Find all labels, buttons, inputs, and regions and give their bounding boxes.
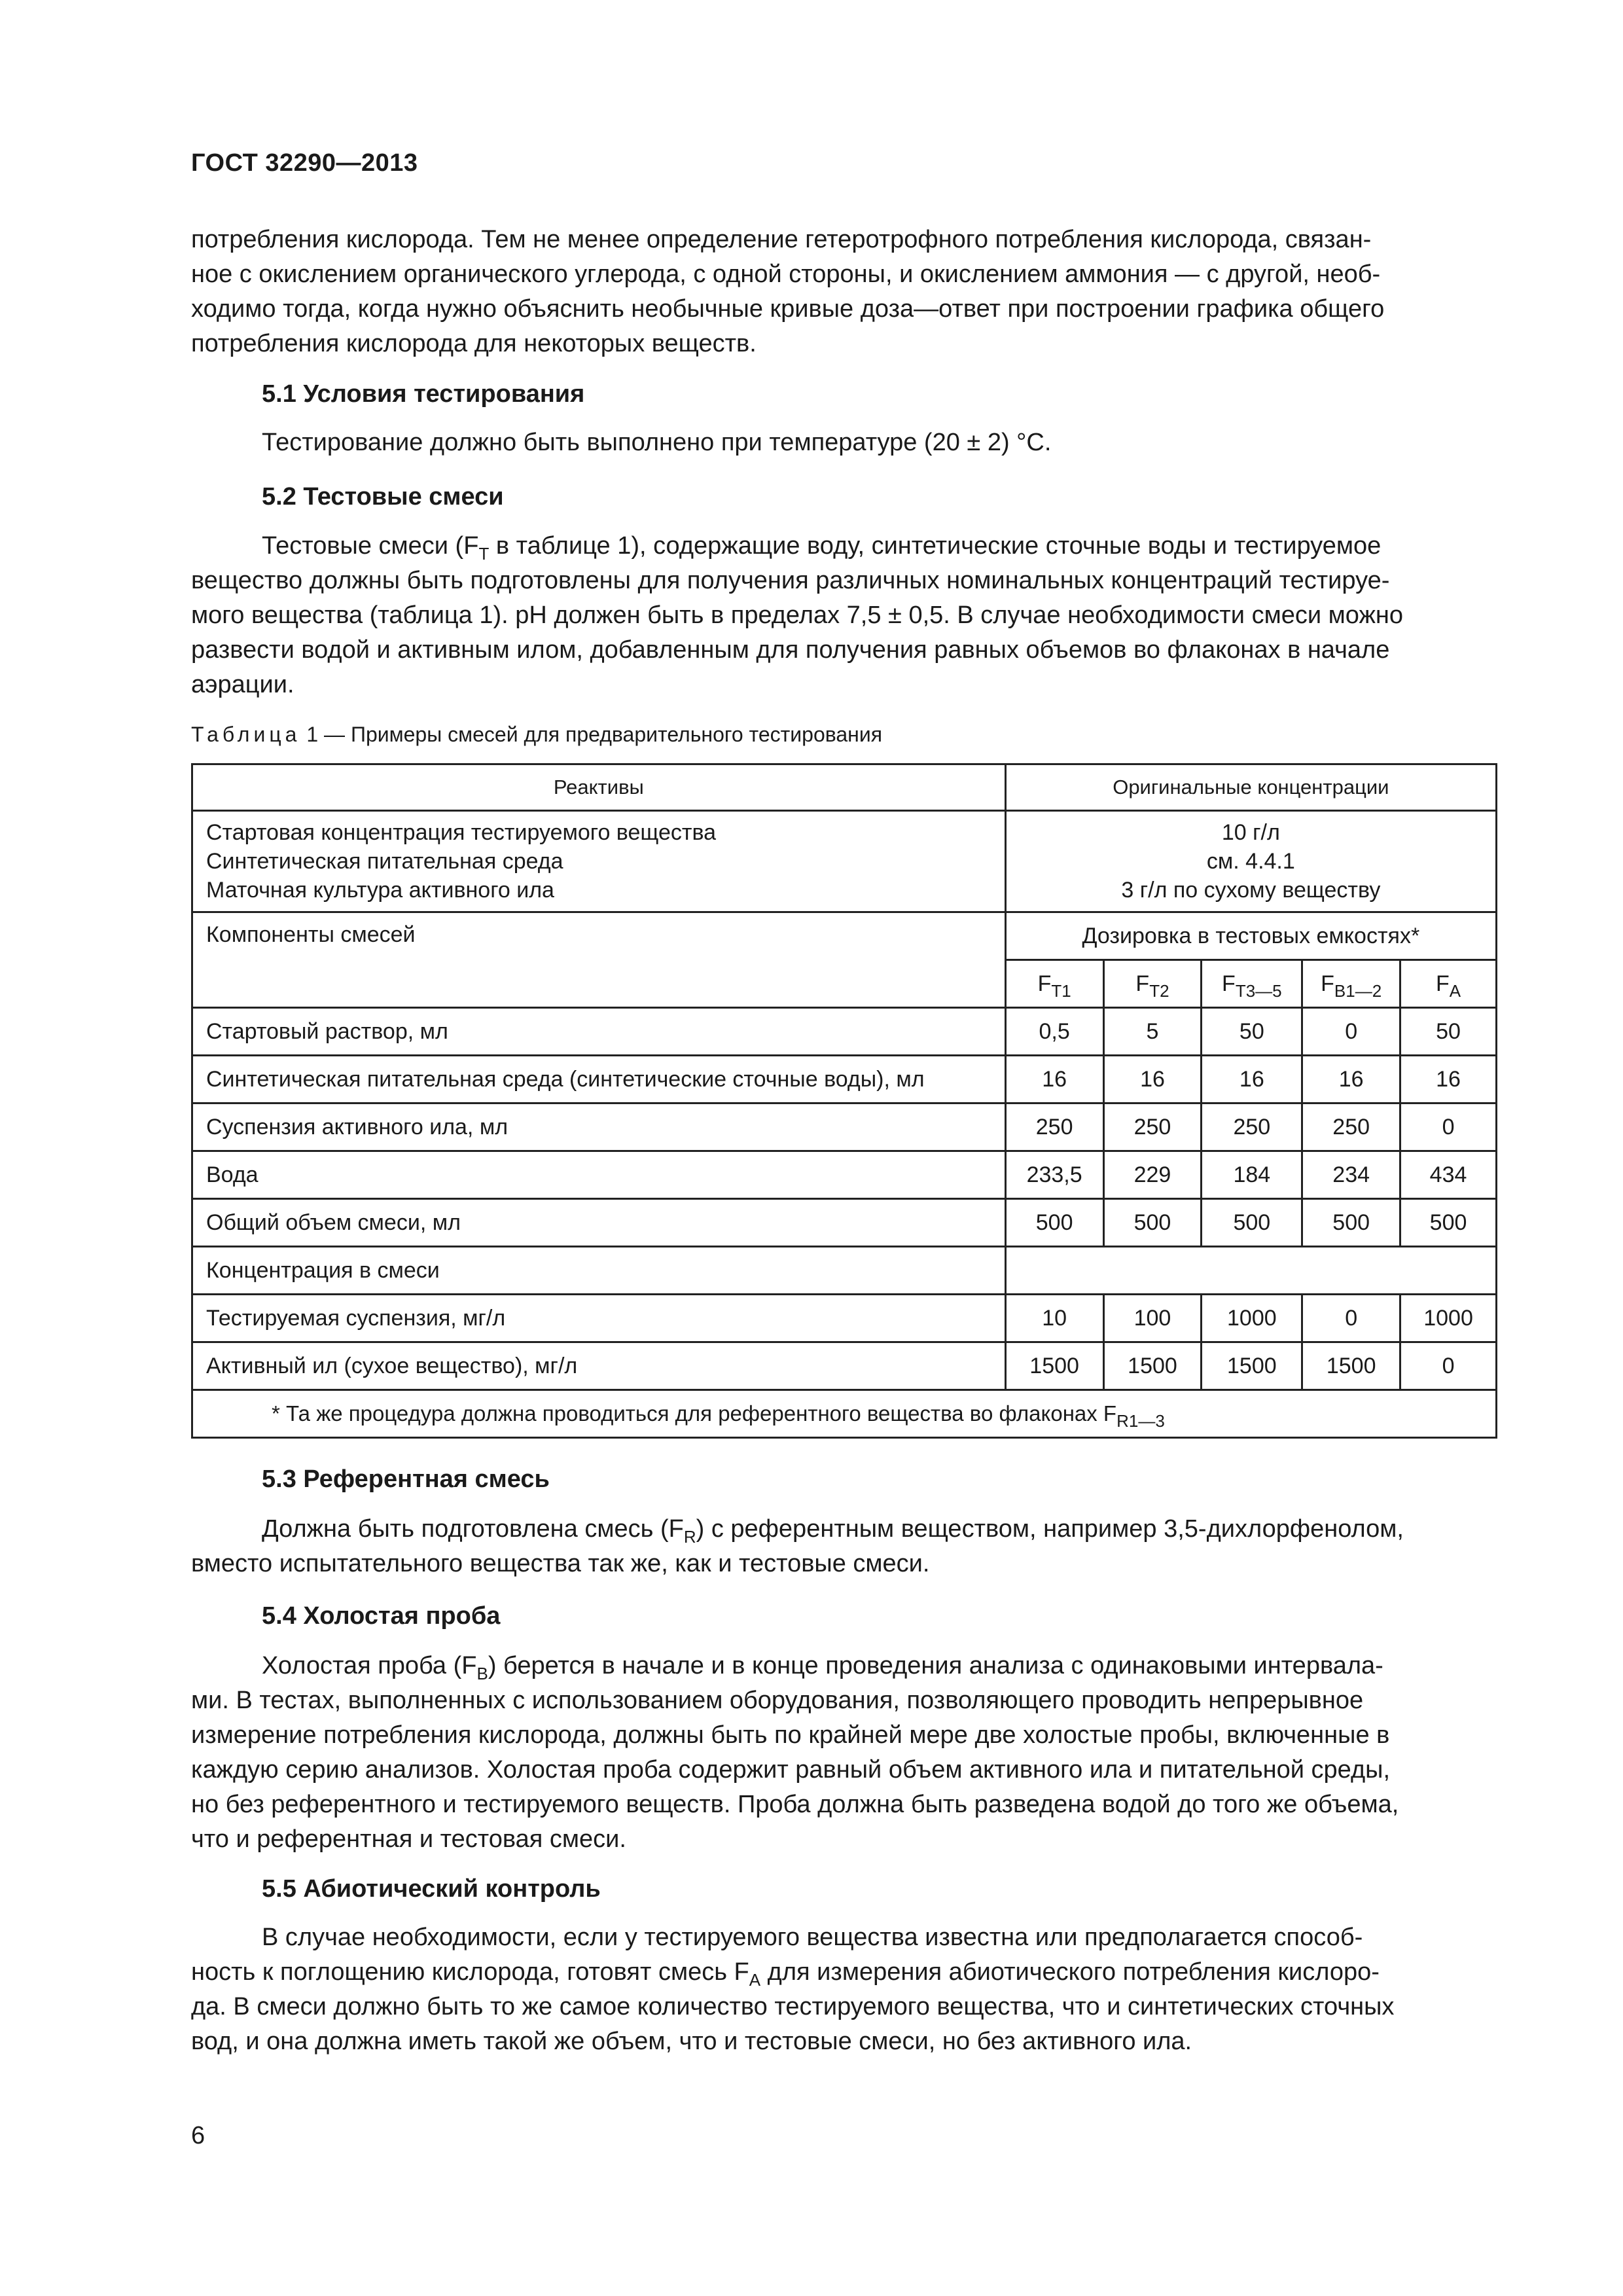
value-cell: 250 xyxy=(1005,1103,1103,1151)
table-row xyxy=(192,1151,1497,1199)
text-line: вместо испытательного вещества так же, как и тестовые смеси. xyxy=(191,1550,930,1577)
row-label: Активный ил (сухое вещество), мг/л xyxy=(192,1342,1006,1390)
value-cell: 50 xyxy=(1400,1008,1497,1056)
reagents-cell: Стартовая концентрация тестируемого вещества Синтетическая питательная среда Маточная культура активного ила xyxy=(192,811,1006,912)
section-5-3-body xyxy=(191,1512,1497,1581)
value-cell: 100 xyxy=(1103,1295,1202,1342)
section-5-5 xyxy=(191,1872,1568,1907)
value-cell: 1500 xyxy=(1302,1342,1400,1390)
flask-header: $F_{T1}$ xyxy=(1005,960,1103,1008)
value-cell: 500 xyxy=(1302,1199,1400,1247)
value-cell: 16 xyxy=(1400,1056,1497,1103)
table-row xyxy=(192,1199,1497,1247)
header-original-concentrations: Оригинальные концентрации xyxy=(1005,764,1496,811)
value-cell: 434 xyxy=(1400,1151,1497,1199)
text-line: ное с окислением органического углерода, с одной стороны, и окислением аммония — с другой, необ- xyxy=(191,260,1381,288)
value-cell: 250 xyxy=(1202,1103,1302,1151)
value-cell: 500 xyxy=(1103,1199,1202,1247)
text-line: В случае необходимости, если у тестируемого вещества известна или предполагается способ- xyxy=(262,1924,1363,1951)
value-cell: 50 xyxy=(1202,1008,1302,1056)
text-line: аэрации. xyxy=(191,671,294,698)
section-5-3 xyxy=(191,1462,1568,1497)
value-cell: 1500 xyxy=(1103,1342,1202,1390)
text-line: Тестирование должно быть выполнено при температуре (20 ± 2) °С. xyxy=(262,429,1052,456)
header-reagents: Реактивы xyxy=(192,764,1006,811)
text-line: но без референтного и тестируемого веществ. Проба должна быть разведена водой до того же объема, xyxy=(191,1791,1399,1818)
value-cell: 250 xyxy=(1103,1103,1202,1151)
table-footnote-row xyxy=(192,1390,1497,1438)
value-cell: 10 xyxy=(1005,1295,1103,1342)
section-5-4 xyxy=(191,1599,1568,1634)
section-5-1-body xyxy=(191,425,1568,460)
text-line: потребления кислорода для некоторых веществ. xyxy=(191,330,757,357)
value-cell: 1500 xyxy=(1005,1342,1103,1390)
text-line: ность к поглощению кислорода, готовят смесь $F_A$ для измерения абиотического потребления кислоро- xyxy=(191,1958,1380,1990)
flask-header: $F_{T2}$ xyxy=(1103,960,1202,1008)
value-cell: 500 xyxy=(1005,1199,1103,1247)
section-heading: 5.5 Абиотический контроль xyxy=(262,1875,601,1903)
section-heading: 5.4 Холостая проба xyxy=(262,1602,501,1630)
text-line: развести водой и активным илом, добавленным для получения равных объемов во флаконах в начале xyxy=(191,636,1390,664)
table-row xyxy=(192,1056,1497,1103)
text-line: Тестовые смеси ($F_T$ в таблице 1), содержащие воду, синтетические сточные воды и тестируемое xyxy=(262,532,1382,564)
table-row xyxy=(192,1295,1497,1342)
value-cell: 250 xyxy=(1302,1103,1400,1151)
value-cell: 16 xyxy=(1103,1056,1202,1103)
text-line: да. В смеси должно быть то же самое количество тестируемого вещества, что и синтетических сточных xyxy=(191,1993,1395,2020)
value-cell: 0 xyxy=(1302,1295,1400,1342)
table-row xyxy=(192,1103,1497,1151)
value-cell: 1000 xyxy=(1202,1295,1302,1342)
row-label: Стартовый раствор, мл xyxy=(192,1008,1006,1056)
row-label: Общий объем смеси, мл xyxy=(192,1199,1006,1247)
value-cell: 0 xyxy=(1400,1342,1497,1390)
value-cell: 16 xyxy=(1302,1056,1400,1103)
section-heading: 5.3 Референтная смесь xyxy=(262,1465,550,1493)
section-5-2-body xyxy=(191,529,1497,702)
text-line: ходимо тогда, когда нужно объяснить необычные кривые доза—ответ при построении графика общего xyxy=(191,295,1385,323)
value-cell: 1500 xyxy=(1202,1342,1302,1390)
document-header: ГОСТ 32290—2013 xyxy=(191,149,418,177)
text-line: вод, и она должна иметь такой же объем, что и тестовые смеси, но без активного ила. xyxy=(191,2028,1192,2055)
value-cell: 0 xyxy=(1400,1103,1497,1151)
section-5-5-body xyxy=(191,1920,1497,2059)
row-label: Тестируемая суспензия, мг/л xyxy=(192,1295,1006,1342)
empty-cell xyxy=(1005,1247,1496,1295)
mixtures-table xyxy=(191,763,1497,1439)
text-line: вещество должны быть подготовлены для получения различных номинальных концентраций тестируе- xyxy=(191,567,1390,594)
table-caption: Таблица 1 — Примеры смесей для предварительного тестирования xyxy=(191,723,883,746)
text-line: что и референтная и тестовая смеси. xyxy=(191,1825,626,1853)
section-5-2 xyxy=(191,480,1568,514)
flask-header: $F_{B1—2}$ xyxy=(1302,960,1400,1008)
text-line: Должна быть подготовлена смесь $(F_R)$ с референтным веществом, например 3,5-дихлорфенолом, xyxy=(262,1515,1404,1547)
value-cell: 16 xyxy=(1202,1056,1302,1103)
flask-header: $F_A$ xyxy=(1400,960,1497,1008)
text-line: потребления кислорода. Тем не менее определение гетеротрофного потребления кислорода, связан- xyxy=(191,226,1372,253)
section-heading: 5.2 Тестовые смеси xyxy=(262,483,504,511)
table-row xyxy=(192,1247,1497,1295)
row-label: Вода xyxy=(192,1151,1006,1199)
flask-header: $F_{T3—5}$ xyxy=(1202,960,1302,1008)
row-label: Синтетическая питательная среда (синтетические сточные воды), мл xyxy=(192,1056,1006,1103)
row-label: Концентрация в смеси xyxy=(192,1247,1006,1295)
section-heading: 5.1 Условия тестирования xyxy=(262,380,585,408)
text-line: каждую серию анализов. Холостая проба содержит равный объем активного ила и питательной среды, xyxy=(191,1756,1391,1784)
text-line: Холостая проба $(F_B)$ берется в начале и в конце проведения анализа с одинаковыми интервала- xyxy=(262,1652,1383,1683)
value-cell: 16 xyxy=(1005,1056,1103,1103)
table-row xyxy=(192,912,1497,960)
value-cell: 0,5 xyxy=(1005,1008,1103,1056)
text-line: измерение потребления кислорода, должны быть по крайней мере две холостые пробы, включенные в xyxy=(191,1721,1390,1749)
components-label: Компоненты смесей xyxy=(192,912,1006,1008)
value-cell: 1000 xyxy=(1400,1295,1497,1342)
text-line: ми. В тестах, выполненных с использованием оборудования, позволяющего проводить непрерывное xyxy=(191,1687,1364,1714)
table-row xyxy=(192,811,1497,912)
table-footnote: * Та же процедура должна проводиться для референтного вещества во флаконах $F_{R1—3}$ xyxy=(192,1390,1497,1438)
table-header-row xyxy=(192,764,1497,811)
row-label: Суспензия активного ила, мл xyxy=(192,1103,1006,1151)
dosage-label: Дозировка в тестовых емкостях* xyxy=(1005,912,1496,960)
value-cell: 184 xyxy=(1202,1151,1302,1199)
value-cell: 500 xyxy=(1202,1199,1302,1247)
table-row xyxy=(192,1342,1497,1390)
value-cell: 234 xyxy=(1302,1151,1400,1199)
page-number: 6 xyxy=(191,2122,205,2149)
section-5-1 xyxy=(191,377,1568,412)
value-cell: 233,5 xyxy=(1005,1151,1103,1199)
table-row xyxy=(192,1008,1497,1056)
text-line: мого вещества (таблица 1). pH должен быть в пределах 7,5 ± 0,5. В случае необходимости смеси можно xyxy=(191,601,1403,629)
value-cell: 500 xyxy=(1400,1199,1497,1247)
section-5-4-body xyxy=(191,1649,1497,1857)
value-cell: 229 xyxy=(1103,1151,1202,1199)
intro-paragraph xyxy=(191,223,1497,361)
value-cell: 5 xyxy=(1103,1008,1202,1056)
value-cell: 0 xyxy=(1302,1008,1400,1056)
original-values-cell: 10 г/л см. 4.4.1 3 г/л по сухому веществу xyxy=(1005,811,1496,912)
